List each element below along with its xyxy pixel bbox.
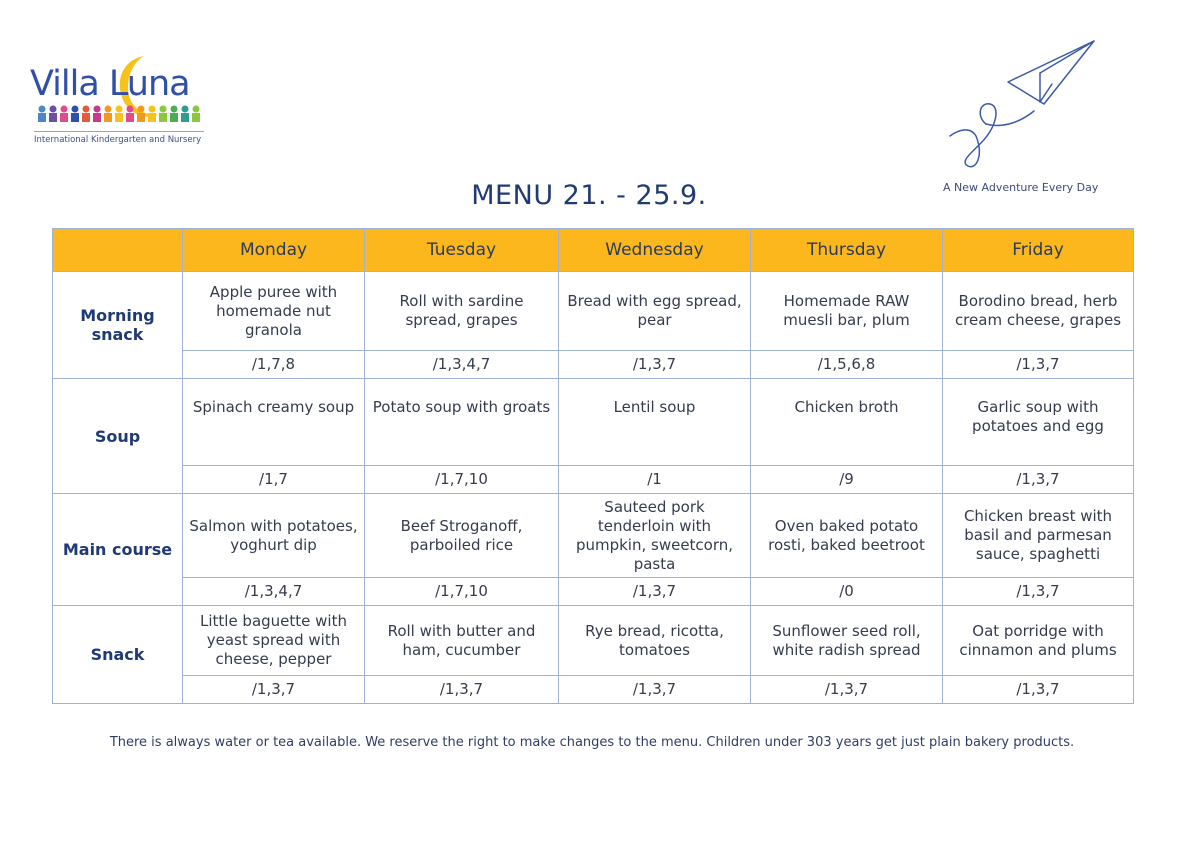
allergen-cell: /1,3,4,7 xyxy=(183,578,365,606)
dish-cell: Potato soup with groats xyxy=(365,379,559,466)
table-row xyxy=(53,272,1134,351)
allergen-cell: /1,7 xyxy=(183,466,365,494)
logo-subtitle: International Kindergarten and Nursery xyxy=(34,135,202,145)
row-label: Main course xyxy=(53,494,183,606)
dish-cell: Chicken breast with basil and parmesan sauce, spaghetti xyxy=(943,494,1134,578)
dish-cell: Apple puree with homemade nut granola xyxy=(183,272,365,351)
villa-luna-logo xyxy=(30,52,210,152)
dish-cell: Spinach creamy soup xyxy=(183,379,365,466)
row-label xyxy=(53,272,183,379)
allergen-cell: /1,3,4,7 xyxy=(365,351,559,379)
paper-plane-icon xyxy=(940,36,1110,176)
table-row xyxy=(53,379,1134,466)
dish-cell: Sauteed pork tenderloin with pumpkin, sweetcorn, pasta xyxy=(559,494,751,578)
allergen-cell: /1,5,6,8 xyxy=(751,351,943,379)
allergen-cell: /1,3,7 xyxy=(559,351,751,379)
allergen-cell: /0 xyxy=(751,578,943,606)
allergen-cell: /1,7,10 xyxy=(365,466,559,494)
day-header: Wednesday xyxy=(559,229,751,272)
allergen-cell: /1,3,7 xyxy=(943,578,1134,606)
day-header: Monday xyxy=(183,229,365,272)
dish-cell: Bread with egg spread, pear xyxy=(559,272,751,351)
dish-cell: Chicken broth xyxy=(751,379,943,466)
table-row xyxy=(53,494,1134,578)
dish-cell: Lentil soup xyxy=(559,379,751,466)
allergen-cell: /1,3,7 xyxy=(365,676,559,704)
dish-cell: Rye bread, ricotta, tomatoes xyxy=(559,606,751,676)
menu-table xyxy=(52,228,1134,704)
tagline: A New Adventure Every Day xyxy=(943,181,1099,194)
dish-cell: Salmon with potatoes, yoghurt dip xyxy=(183,494,365,578)
allergen-cell: /1 xyxy=(559,466,751,494)
dish-cell: Homemade RAW muesli bar, plum xyxy=(751,272,943,351)
allergen-cell: /1,3,7 xyxy=(751,676,943,704)
dish-cell: Beef Stroganoff, parboiled rice xyxy=(365,494,559,578)
table-row xyxy=(53,351,1134,379)
dish-cell: Oat porridge with cinnamon and plums xyxy=(943,606,1134,676)
row-label-text: Morning snack xyxy=(80,306,155,344)
dish-cell: Roll with sardine spread, grapes xyxy=(365,272,559,351)
allergen-cell: /1,3,7 xyxy=(943,466,1134,494)
allergen-cell: /1,3,7 xyxy=(559,676,751,704)
corner-cell xyxy=(53,229,183,272)
dish-cell: Borodino bread, herb cream cheese, grapes xyxy=(943,272,1134,351)
allergen-cell: /9 xyxy=(751,466,943,494)
header-row xyxy=(53,229,1134,272)
footer-note: There is always water or tea available. We reserve the right to make changes to the menu. Children under 303 years get just plain bakery products. xyxy=(109,735,1075,750)
table-row xyxy=(53,578,1134,606)
allergen-cell: /1,3,7 xyxy=(943,676,1134,704)
row-label: Snack xyxy=(53,606,183,704)
allergen-cell: /1,3,7 xyxy=(559,578,751,606)
allergen-cell: /1,7,10 xyxy=(365,578,559,606)
dish-cell: Roll with butter and ham, cucumber xyxy=(365,606,559,676)
allergen-cell: /1,3,7 xyxy=(943,351,1134,379)
table-row xyxy=(53,676,1134,704)
dish-cell: Oven baked potato rosti, baked beetroot xyxy=(751,494,943,578)
allergen-cell: /1,7,8 xyxy=(183,351,365,379)
dish-cell: Sunflower seed roll, white radish spread xyxy=(751,606,943,676)
logo-name: Villa Luna xyxy=(30,64,190,104)
table-row xyxy=(53,466,1134,494)
children-figures-icon xyxy=(36,104,206,128)
page-title: MENU 21. - 25.9. xyxy=(471,180,707,211)
dish-cell: Little baguette with yeast spread with cheese, pepper xyxy=(183,606,365,676)
logo-divider xyxy=(34,131,204,132)
day-header: Thursday xyxy=(751,229,943,272)
dish-cell: Garlic soup with potatoes and egg xyxy=(943,379,1134,466)
table-row xyxy=(53,606,1134,676)
row-label: Soup xyxy=(53,379,183,494)
allergen-cell: /1,3,7 xyxy=(183,676,365,704)
day-header: Tuesday xyxy=(365,229,559,272)
day-header: Friday xyxy=(943,229,1134,272)
